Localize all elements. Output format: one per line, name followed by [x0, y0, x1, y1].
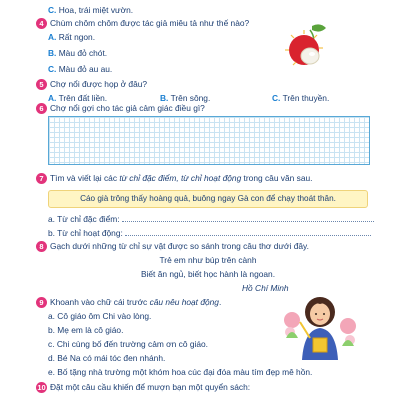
option-text: Màu đỏ au au. — [58, 64, 113, 74]
q9-suffix: . — [218, 297, 222, 307]
q7-suffix: trong câu văn sau. — [241, 173, 313, 183]
option-letter: B. — [160, 93, 169, 103]
question-5-text: Chợ nổi được họp ở đâu? — [50, 79, 148, 89]
question-8-text: Gạch dưới những từ chỉ sự vật được so sánh trong câu thơ dưới đây. — [50, 241, 309, 251]
q9-option-d[interactable]: d. Bé Na có mái tóc đen nhánh. — [48, 353, 166, 363]
q7-emphasis: từ chỉ đặc điểm, từ chỉ hoạt động — [119, 173, 242, 183]
answer-dotted-line — [122, 213, 374, 222]
option-letter: C. — [48, 64, 57, 74]
q9-option-c[interactable]: c. Chi cùng bố đến trường cảm ơn cô giáo. — [48, 339, 208, 349]
q9-option-a[interactable]: a. Cô giáo ôm Chi vào lòng. — [48, 311, 152, 321]
option-letter: C. — [48, 5, 57, 15]
q9-emphasis: câu nêu hoạt động — [149, 297, 219, 307]
option-text: Trên đất liền. — [58, 93, 108, 103]
question-9-text — [50, 297, 221, 308]
question-number-5: 5 — [36, 79, 47, 90]
option-letter: B. — [48, 48, 57, 58]
option-letter: A. — [48, 93, 57, 103]
q7-line-a[interactable] — [48, 213, 374, 225]
teacher-illustration — [280, 290, 358, 360]
option-text: Trên sông. — [170, 93, 211, 103]
question-4-text: Chùm chôm chôm được tác giả miêu tả như thế nào? — [50, 18, 250, 28]
q4-option-a[interactable] — [48, 32, 95, 43]
q9-option-e[interactable]: e. Bố tặng nhà trường một khóm hoa cúc đại đóa màu tím đẹp mê hồn. — [48, 367, 313, 377]
q9-option-b[interactable]: b. Mẹ em là cô giáo. — [48, 325, 124, 335]
question-number-6: 6 — [36, 103, 47, 114]
option-text: Màu đỏ chót. — [58, 48, 108, 58]
q4-option-c[interactable] — [48, 64, 112, 75]
question-number-4: 4 — [36, 18, 47, 29]
option-letter: A. — [48, 32, 57, 42]
q5-option-c[interactable] — [272, 93, 329, 104]
q4-option-b[interactable] — [48, 48, 107, 59]
question-number-9: 9 — [36, 297, 47, 308]
poem-line-1: Trẻ em như búp trên cành — [159, 255, 257, 265]
q3-option-c — [48, 5, 133, 16]
option-text: Trên thuyền. — [282, 93, 330, 103]
q9-prefix: Khoanh vào chữ cái trước — [50, 297, 150, 307]
question-6-text: Chợ nổi gợi cho tác giả cảm giác điều gì? — [50, 103, 205, 113]
example-sentence-banner: Cáo già trông thấy hoàng quả, buông ngay Gà con để chạy thoát thân. — [48, 190, 368, 208]
rambutan-illustration — [282, 20, 332, 70]
question-number-7: 7 — [36, 173, 47, 184]
q7-prefix: Tìm và viết lại các — [50, 173, 120, 183]
q7-line-b[interactable] — [48, 227, 371, 239]
question-10-text: Đặt một câu cầu khiến để mượn bạn một quyển sách: — [50, 382, 251, 392]
option-text: Hoa, trái miệt vườn. — [58, 5, 134, 15]
option-text: Rất ngon. — [58, 32, 96, 42]
question-number-10: 10 — [37, 383, 46, 392]
question-number-8: 8 — [36, 241, 47, 252]
answer-grid[interactable] — [48, 116, 370, 165]
poem-author: Hồ Chí Minh — [242, 283, 289, 293]
poem-line-2: Biết ăn ngủ, biết học hành là ngoan. — [140, 269, 276, 279]
answer-dotted-line — [125, 227, 371, 236]
q7-line-b-label: b. Từ chỉ hoạt động: — [48, 228, 123, 238]
option-letter: C. — [272, 93, 281, 103]
question-7-text — [50, 173, 312, 184]
q7-line-a-label: a. Từ chỉ đặc điểm: — [48, 214, 120, 224]
